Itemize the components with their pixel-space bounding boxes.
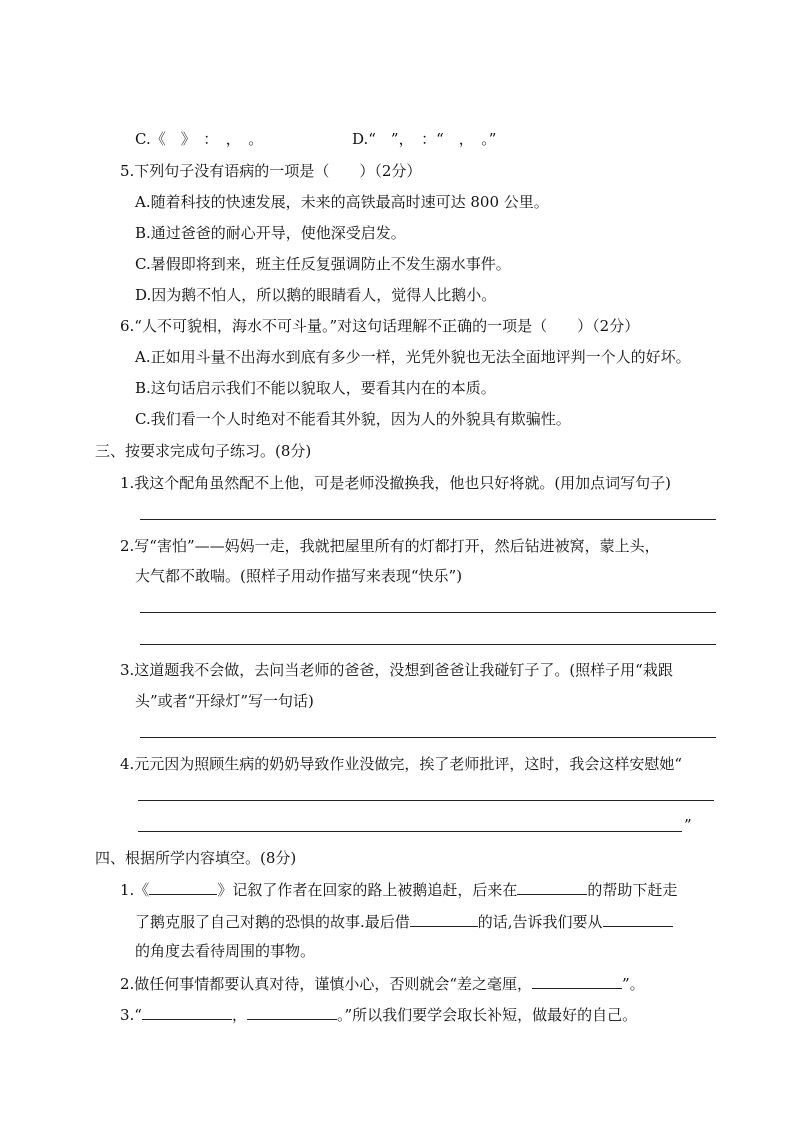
section3-title: 三、按要求完成句子练习。(8分)	[95, 442, 312, 460]
q6-option-c: C.我们看一个人时绝对不能看其外貌，因为人的外貌具有欺骗性。	[135, 410, 571, 428]
q5-option-d: D.因为鹅不怕人，所以鹅的眼睛看人，觉得人比鹅小。	[135, 286, 497, 304]
q5-option-c: C.暑假即将到来，班主任反复强调防止不发生溺水事件。	[135, 255, 511, 273]
s3-q4-answer-line-1[interactable]	[138, 800, 714, 801]
s3-q2-line1: 2.写“害怕”——妈妈一走，我就把屋里所有的灯都打开，然后钻进被窝，蒙上头，	[120, 537, 660, 555]
q6-option-a: A.正如用斗量不出海水到底有多少一样，光凭外貌也无法全面地评判一个人的好坏。	[135, 348, 691, 366]
s4-q3-text-c: 。”所以我们要学会取长补短，做最好的自己。	[337, 1006, 638, 1024]
q4-option-c: C.《 》 ： ， 。	[135, 130, 264, 148]
s3-q2-answer-line-2[interactable]	[140, 644, 716, 645]
s3-q1: 1.我这个配角虽然配不上他，可是老师没撤换我，他也只好将就。(用加点词写句子)	[120, 474, 672, 492]
s4-q3-blank-2[interactable]	[247, 1003, 337, 1020]
s4-q1-blank-helper[interactable]	[517, 878, 587, 895]
q5-option-a: A.随着科技的快速发展，未来的高铁最高时速可达 800 公里。	[135, 193, 549, 211]
s4-q1-text-b: 》记叙了作者在回家的路上被鹅追赶，后来在	[217, 881, 518, 899]
s4-q2-text-b: ”。	[621, 975, 645, 993]
s4-q2-text-a: 2.做任何事情都要认真对待，谨慎小心，否则就会“差之毫厘，	[120, 975, 532, 993]
s4-q1-line2	[135, 910, 673, 932]
s3-q1-answer-line[interactable]	[140, 519, 716, 520]
s3-q4-answer-line-2[interactable]	[138, 831, 682, 832]
s4-q1-line1	[120, 878, 677, 900]
s3-q3-line2: 头”或者“开绿灯”写一句话)	[135, 692, 314, 710]
s4-q3-blank-1[interactable]	[142, 1003, 232, 1020]
s4-q1-text-c: 的帮助下赶走	[587, 881, 678, 899]
s3-q4-close-quote: ”	[684, 816, 692, 834]
q6-stem: 6.“人不可貌相，海水不可斗量。”对这句话理解不正确的一项是（ ）（2分）	[120, 317, 640, 335]
q6-option-b: B.这句话启示我们不能以貌取人，要看其内在的本质。	[135, 379, 496, 397]
s4-q1-blank-title[interactable]	[149, 878, 217, 895]
s4-q2-blank[interactable]	[532, 972, 622, 989]
s4-q2	[120, 972, 645, 994]
q5-stem: 5.下列句子没有语病的一项是（ ）（2分）	[120, 162, 422, 180]
s4-q1-blank-person[interactable]	[410, 910, 478, 927]
s4-q1-blank-angle[interactable]	[603, 910, 673, 927]
q4-option-d: D.“ ”， ：“ ， 。”	[352, 130, 497, 148]
s4-q1-line3: 的角度去看待周围的事物。	[135, 942, 316, 960]
s3-q3-answer-line[interactable]	[140, 737, 716, 738]
s4-q3-text-b: ，	[231, 1006, 247, 1024]
s3-q3-line1: 3.这道题我不会做，去问当老师的爸爸，没想到爸爸让我碰钉子了。(照样子用“栽跟	[120, 661, 673, 679]
s3-q2-answer-line-1[interactable]	[140, 612, 716, 613]
s4-q1-text-a: 1.《	[120, 881, 150, 899]
section4-title: 四、根据所学内容填空。(8分)	[95, 849, 297, 867]
s4-q3-text-a: 3.“	[120, 1006, 142, 1024]
s4-q1-text-d: 了鹅克服了自己对鹅的恐惧的故事.最后借	[135, 913, 410, 931]
s3-q2-line2: 大气都不敢喘。(照样子用动作描写来表现“快乐”)	[135, 567, 463, 585]
s3-q4: 4.元元因为照顾生病的奶奶导致作业没做完，挨了老师批评，这时，我会这样安慰她“	[120, 755, 682, 773]
s4-q3	[120, 1003, 637, 1025]
q5-option-b: B.通过爸爸的耐心开导，使他深受启发。	[135, 224, 406, 242]
s4-q1-text-e: 的话,告诉我们要从	[477, 913, 603, 931]
